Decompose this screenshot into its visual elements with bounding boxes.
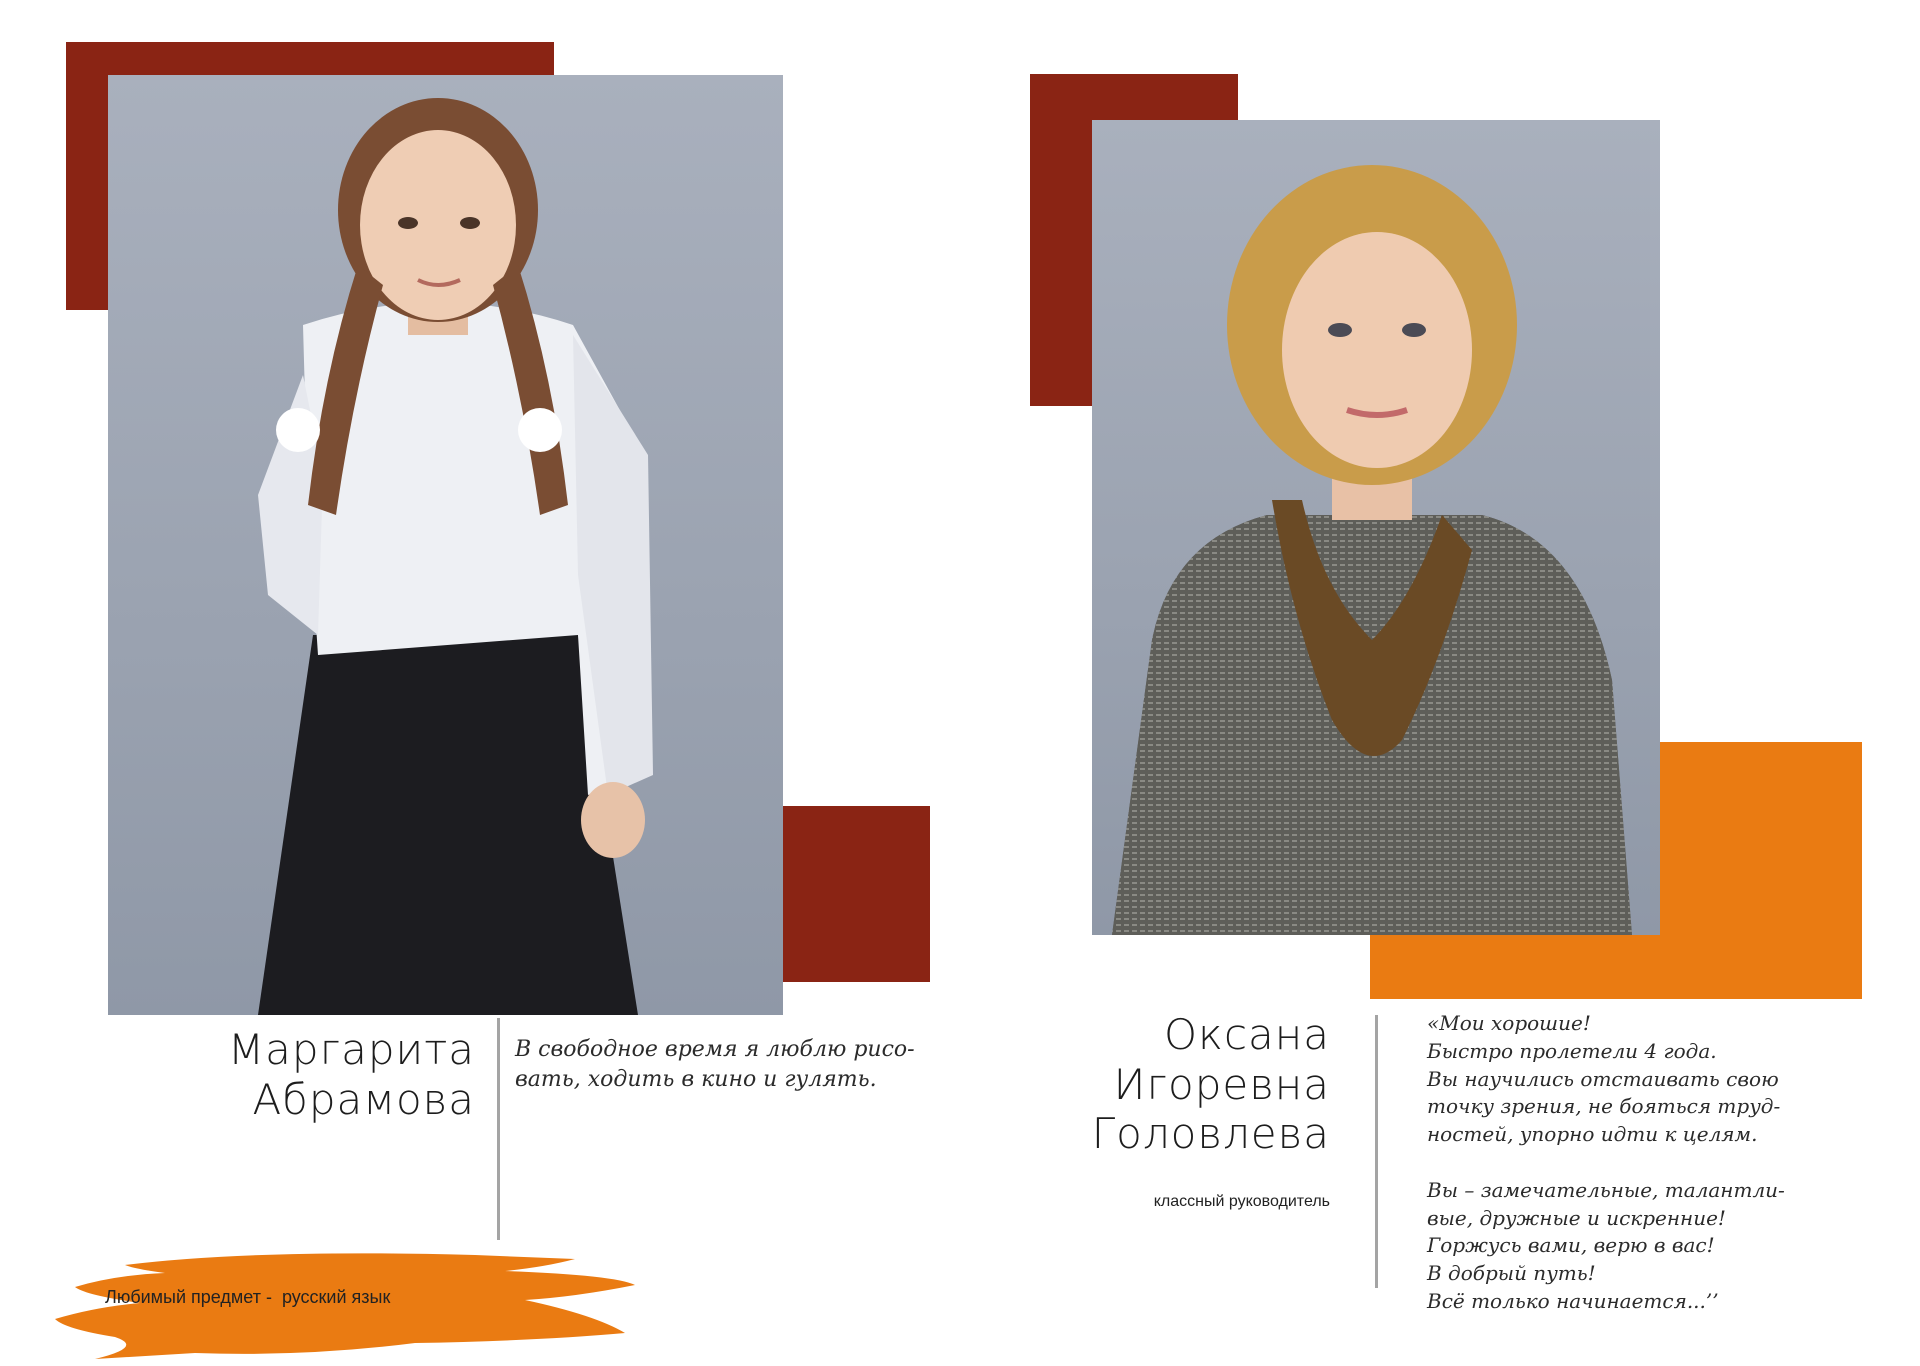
student-name (150, 1025, 475, 1124)
student-divider (497, 1018, 500, 1240)
red-block-bottom-left (783, 806, 930, 982)
favorite-subject: Любимый предмет - русский язык (105, 1287, 391, 1307)
teacher-quote: «Мои хорошие! Быстро пролетели 4 года. Вы научились отстаивать свою точку зрения, не бояться труд- ностей, упорно идти к целям. Вы – замечательные, талантли- вые, дружные и искренние! Горжусь вами, верю в вас! В добрый путь! Всё только начинается...’’ (1427, 1011, 1785, 1313)
teacher-first-name: Оксана (1163, 1010, 1330, 1059)
teacher-patronymic: Игоревна (1113, 1059, 1330, 1109)
orange-brush-stroke (55, 1245, 635, 1360)
student-first-name: Маргарита (227, 1025, 475, 1074)
teacher-photo (1092, 120, 1660, 935)
teacher-silhouette (1092, 120, 1660, 935)
student-silhouette (108, 75, 783, 1015)
teacher-name (1000, 1010, 1330, 1159)
teacher-last-name: Головлева (1091, 1109, 1330, 1159)
student-last-name: Абрамова (252, 1074, 475, 1124)
student-hobby-text: В свободное время я люблю рисо- вать, ходить в кино и гулять. (515, 1037, 915, 1093)
teacher-role: классный руководитель (1153, 1193, 1330, 1210)
student-photo (108, 75, 783, 1015)
teacher-divider (1375, 1015, 1378, 1288)
